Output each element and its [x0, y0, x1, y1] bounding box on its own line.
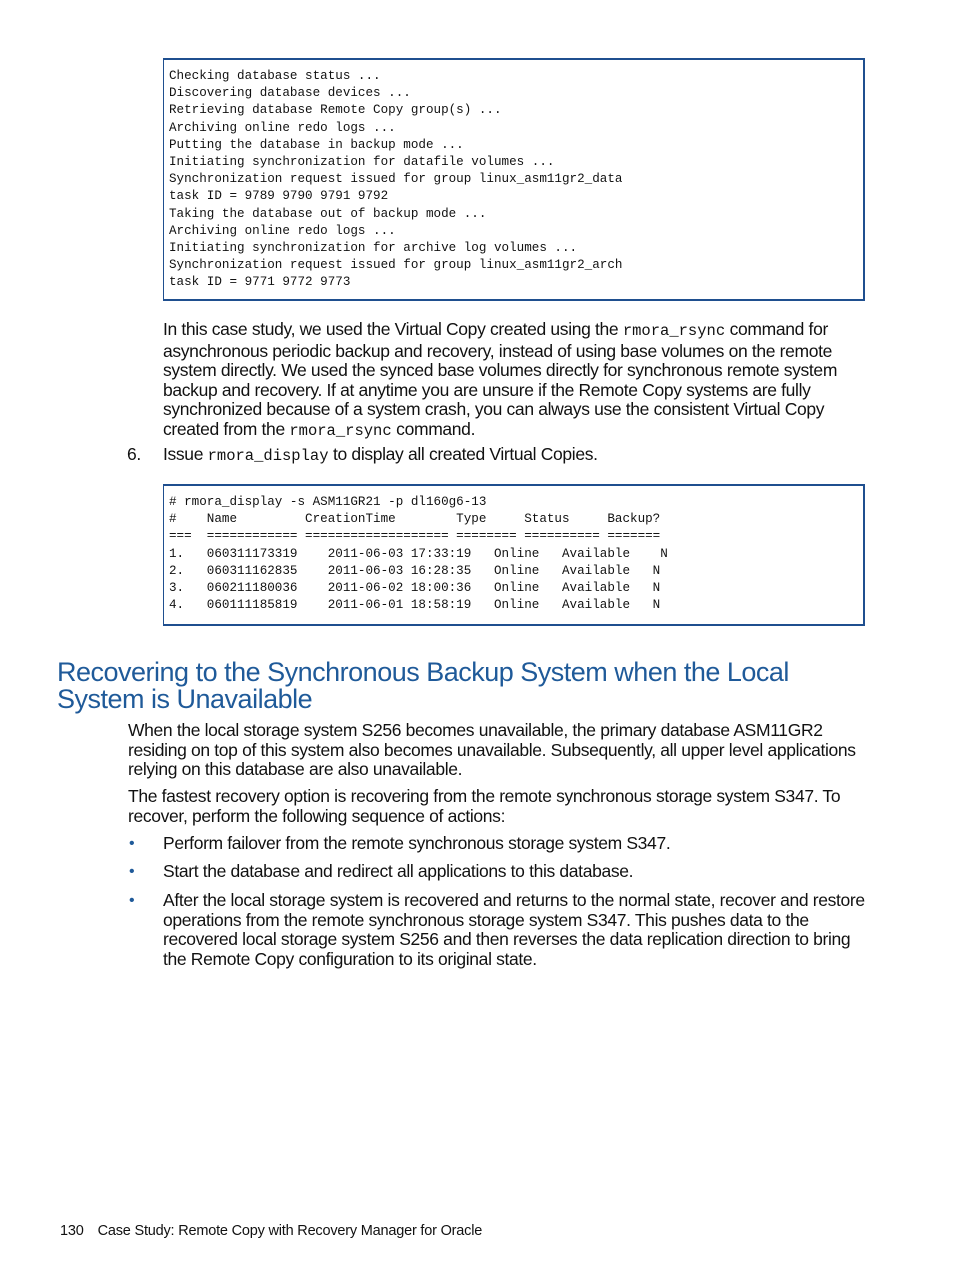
case-study-paragraph	[163, 320, 865, 441]
code-block-text: # rmora_display -s ASM11GR21 -p dl160g6-13 # Name CreationTime Type Status Backup? === ============ =================== ======== ========== ======= 1. 060311173319 2011-06-03 17:33:19 Online Available N 2. 060311162835 2011-06-03 16:28:35 Online Available N 3. 060211180036 2011-06-02 18:00:36 Online Available N 4. 060111185819 2011-06-01 18:58:19 Online Available N	[169, 495, 668, 613]
code-block-status-output	[163, 58, 865, 301]
step-text: to display all created Virtual Copies.	[328, 444, 598, 464]
list-item-text: Perform failover from the remote synchronous storage system S347.	[163, 833, 671, 853]
code-block-text: Checking database status ... Discovering database devices ... Retrieving database Remote Copy group(s) ... Archiving online redo logs ... Putting the database in backup mode ... Initiating synchronization for datafile volumes ... Synchronization request issued for group linux_asm11gr2_data task ID = 9789 9790 9791 9792 Taking the database out of backup mode ... Archiving online redo logs ... Initiating synchronization for archive log volumes ... Synchronization request issued for group linux_asm11gr2_arch task ID = 9771 9772 9773	[169, 69, 623, 290]
page-footer	[60, 1223, 482, 1239]
section-heading: Recovering to the Synchronous Backup System when the Local System is Unavailable	[57, 657, 789, 714]
code-block-rmora-display	[163, 484, 865, 626]
page-number: 130	[60, 1223, 84, 1239]
list-item	[129, 833, 873, 854]
inline-code: rmora_rsync	[622, 322, 726, 340]
paragraph-text: In this case study, we used the Virtual Copy created using the	[163, 319, 623, 339]
section-paragraph-2: The fastest recovery option is recovering from the remote synchronous storage system S347. To recover, perform the following sequence of actions:	[128, 786, 841, 826]
paragraph-text: command.	[391, 418, 476, 439]
bullet-icon: •	[129, 863, 135, 880]
footer-title: Case Study: Remote Copy with Recovery Manager for Oracle	[97, 1223, 483, 1239]
paragraph-text: command for asynchronous periodic backup and recovery, instead of using base volumes on the remote system directly. We used the synced base volumes directly for synchronous remote system backup and recovery. If at anytime you are unsure if the Remote Copy systems are fully synchronized because of a system crash, you can always use the consistent Virtual Copy created from the	[163, 319, 838, 439]
section-paragraph-1: When the local storage system S256 becomes unavailable, the primary database ASM11GR2 residing on top of this system also becomes unavailable. Subsequently, all upper level applications relying on this database are also unavailable.	[128, 720, 856, 779]
inline-code: rmora_rsync	[289, 421, 392, 440]
bullet-icon: •	[129, 892, 135, 909]
step-number: 6.	[127, 444, 141, 464]
list-item-text: After the local storage system is recovered and returns to the normal state, recover and restore operations from the remote synchronous storage system S347. This pushes data to the recovered local storage system S256 and then reverses the data replication direction to bring the Remote Copy configuration to its original state.	[163, 890, 865, 969]
step-6	[127, 444, 865, 467]
list-item-text: Start the database and redirect all applications to this database.	[163, 861, 634, 881]
step-text: Issue	[163, 444, 208, 464]
list-item	[129, 861, 873, 882]
bullet-icon: •	[129, 835, 135, 852]
list-item	[129, 890, 873, 969]
inline-code: rmora_display	[207, 447, 329, 465]
